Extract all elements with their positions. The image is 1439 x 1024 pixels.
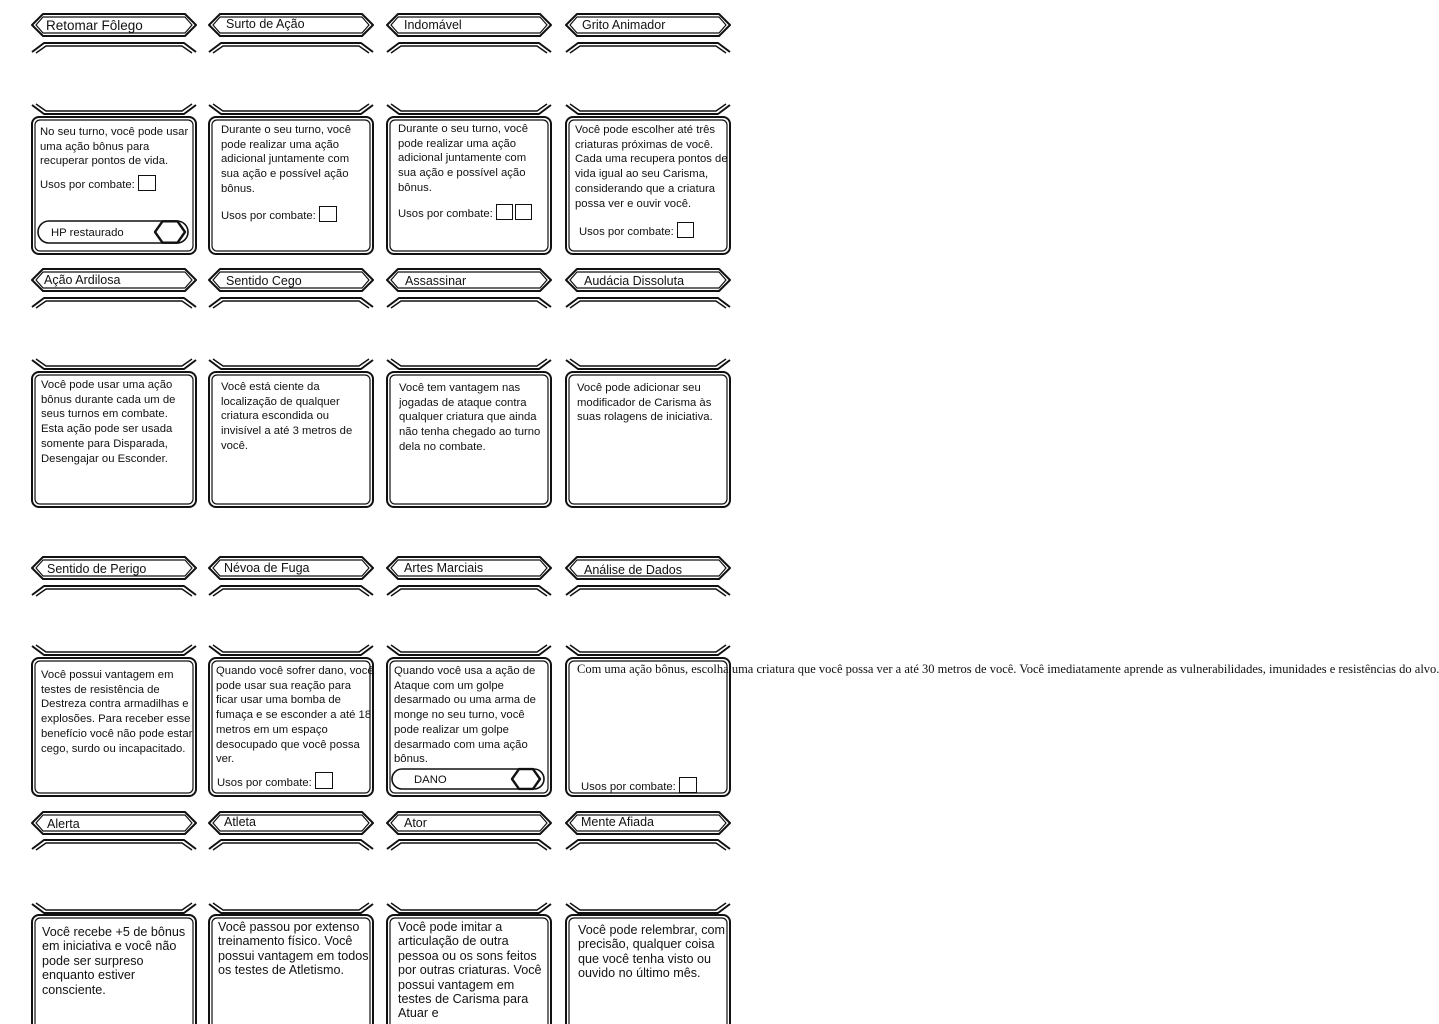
divider-line [32, 840, 196, 849]
divider-line [387, 298, 551, 307]
card-title: Névoa de Fuga [224, 561, 310, 575]
card-title: Assassinar [405, 274, 467, 288]
divider-line [566, 840, 730, 849]
card-body: Você está ciente da localização de qualquer criatura escondida ou invisível a até 3 metros de você. [221, 381, 353, 452]
divider-line [213, 843, 369, 850]
uses-row [40, 175, 156, 193]
divider-line [566, 586, 730, 595]
card-title: Artes Marciais [404, 561, 484, 575]
divider-line [570, 46, 726, 53]
divider-line [566, 360, 730, 369]
divider-line [36, 301, 192, 308]
card-title: Mente Afiada [581, 815, 654, 829]
divider-line [566, 904, 730, 913]
uses-row [217, 772, 333, 791]
uses-checkbox[interactable] [315, 772, 333, 789]
divider-line [570, 843, 726, 850]
divider-line [36, 104, 192, 111]
hex-icon [512, 769, 540, 789]
uses-label: Usos por combate: [221, 210, 316, 222]
card-body: Você pode imitar a articulação de outra pessoa ou os sons feitos por outras criaturas. Você possui vantagem em testes de Carisma para Atuar e [398, 920, 542, 1021]
card-title: Análise de Dados [584, 563, 682, 577]
divider-line [209, 298, 373, 307]
divider-line [32, 646, 196, 655]
divider-line [566, 646, 730, 655]
uses-checkbox[interactable] [677, 222, 694, 238]
divider-line [209, 360, 373, 369]
card-body: Com uma ação bônus, escolha uma criatura que você possa ver a até 30 metros de você. Você imediatamente aprende as vulnerabilidades, imunidades e resistências do alvo. [577, 662, 1439, 676]
divider-line [32, 586, 196, 595]
card-body: Quando você usa a ação de Ataque com um golpe desarmado ou uma arma de monge no seu turno, você pode realizar um golpe desarmado com uma ação bônus. [394, 665, 536, 766]
divider-line [387, 360, 551, 369]
uses-label: Usos por combate: [581, 781, 676, 793]
hex-icon [155, 221, 185, 242]
divider-line [213, 903, 369, 910]
card-body: Você recebe +5 de bônus em iniciativa e você não pode ser surpreso enquanto estiver consciente. [42, 925, 186, 997]
card-body: Você possui vantagem em testes de resistência de Destreza contra armadilhas e explosões. Para receber esse benefício você não pode estar cego, surdo ou incapacitado. [41, 669, 193, 755]
card-body: Você passou por extenso treinamento físico. Você possui vantagem em todos os testes de Atletismo. [218, 920, 369, 978]
divider-line [566, 43, 730, 52]
card-title: Ação Ardilosa [44, 273, 121, 287]
card-body: No seu turno, você pode usar uma ação bônus para recuperar pontos de vida. [40, 126, 189, 168]
divider-line [391, 589, 547, 596]
divider-line [213, 301, 369, 308]
card-body: Você pode usar uma ação bônus durante cada um de seus turnos em combate. Esta ação pode ser usada somente para Disparada, Desengajar ou Esconder. [41, 379, 176, 465]
divider-line [209, 586, 373, 595]
card-title: Surto de Ação [226, 17, 305, 31]
card-title: Grito Animador [582, 18, 666, 32]
divider-line [209, 646, 373, 655]
uses-checkbox[interactable] [319, 206, 337, 222]
uses-label: Usos por combate: [40, 179, 135, 191]
divider-line [387, 840, 551, 849]
divider-line [32, 105, 196, 114]
card-title: Indomável [404, 18, 462, 32]
uses-label: Usos por combate: [217, 777, 312, 789]
uses-row [579, 222, 694, 240]
divider-line [36, 903, 192, 910]
divider-line [391, 903, 547, 910]
card-title: Audácia Dissoluta [584, 274, 685, 288]
card-body: Durante o seu turno, você pode realizar uma ação adicional juntamente com sua ação e possível ação bônus. [221, 124, 351, 195]
divider-line [209, 904, 373, 913]
card-body: Você pode relembrar, com precisão, qualquer coisa que você tenha visto ou ouvido no último mês. [578, 923, 726, 981]
uses-label: Usos por combate: [579, 226, 674, 238]
divider-line [387, 904, 551, 913]
divider-line [570, 645, 726, 652]
card-body: Você pode escolher até três criaturas próximas de você. Cada uma recupera pontos de vida igual ao seu Carisma, considerando que a criatura possa ver e ouvir você. [575, 124, 728, 210]
divider-line [209, 840, 373, 849]
divider-line [32, 904, 196, 913]
divider-line [213, 645, 369, 652]
divider-line [209, 43, 373, 52]
card-body: Você pode adicionar seu modificador de Carisma às suas rolagens de iniciativa. [577, 382, 713, 424]
divider-line [570, 301, 726, 308]
divider-line [570, 359, 726, 366]
card-body: Durante o seu turno, você pode realizar uma ação adicional juntamente com sua ação e possível ação bônus. [398, 123, 528, 194]
divider-line [213, 46, 369, 53]
uses-row [581, 777, 697, 795]
divider-line [391, 359, 547, 366]
card-title: Atleta [224, 815, 256, 829]
card-body: Quando você sofrer dano, você pode usar sua reação para ficar usar uma bomba de fumaça e se esconder a até 18 metros em um espaço desocupado que você possa ver. [216, 665, 374, 766]
divider-line [32, 360, 196, 369]
card-body: Você tem vantagem nas jogadas de ataque contra qualquer criatura que ainda não tenha chegado ao turno dela no combate. [399, 382, 541, 453]
card-title: Sentido Cego [226, 274, 302, 288]
uses-row [221, 206, 337, 224]
divider-line [566, 105, 730, 114]
divider-line [36, 843, 192, 850]
divider-line [32, 43, 196, 52]
divider-line [570, 104, 726, 111]
card-title: Sentido de Perigo [47, 562, 147, 576]
divider-line [391, 843, 547, 850]
card-body-box-inner [569, 661, 727, 793]
divider-line [570, 903, 726, 910]
divider-line [566, 298, 730, 307]
uses-label: Usos por combate: [398, 208, 493, 220]
divider-line [213, 589, 369, 596]
card-title: Retomar Fôlego [46, 18, 143, 33]
uses-checkbox[interactable] [496, 204, 513, 220]
damage-label: DANO [414, 774, 447, 786]
divider-line [391, 301, 547, 308]
divider-line [209, 105, 373, 114]
uses-row [398, 204, 532, 222]
divider-line [36, 46, 192, 53]
divider-line [387, 105, 551, 114]
divider-line [32, 298, 196, 307]
card-title: Ator [404, 816, 427, 830]
divider-line [36, 645, 192, 652]
divider-line [391, 104, 547, 111]
uses-checkbox[interactable] [138, 175, 156, 191]
divider-line [387, 586, 551, 595]
divider-line [213, 104, 369, 111]
divider-line [391, 645, 547, 652]
uses-checkbox[interactable] [515, 204, 532, 220]
divider-line [570, 589, 726, 596]
divider-line [387, 43, 551, 52]
divider-line [387, 646, 551, 655]
divider-line [36, 359, 192, 366]
card-title: Alerta [47, 817, 80, 831]
divider-line [391, 46, 547, 53]
uses-checkbox[interactable] [679, 777, 697, 793]
divider-line [36, 589, 192, 596]
hp-restored-label: HP restaurado [51, 227, 124, 239]
divider-line [213, 359, 369, 366]
